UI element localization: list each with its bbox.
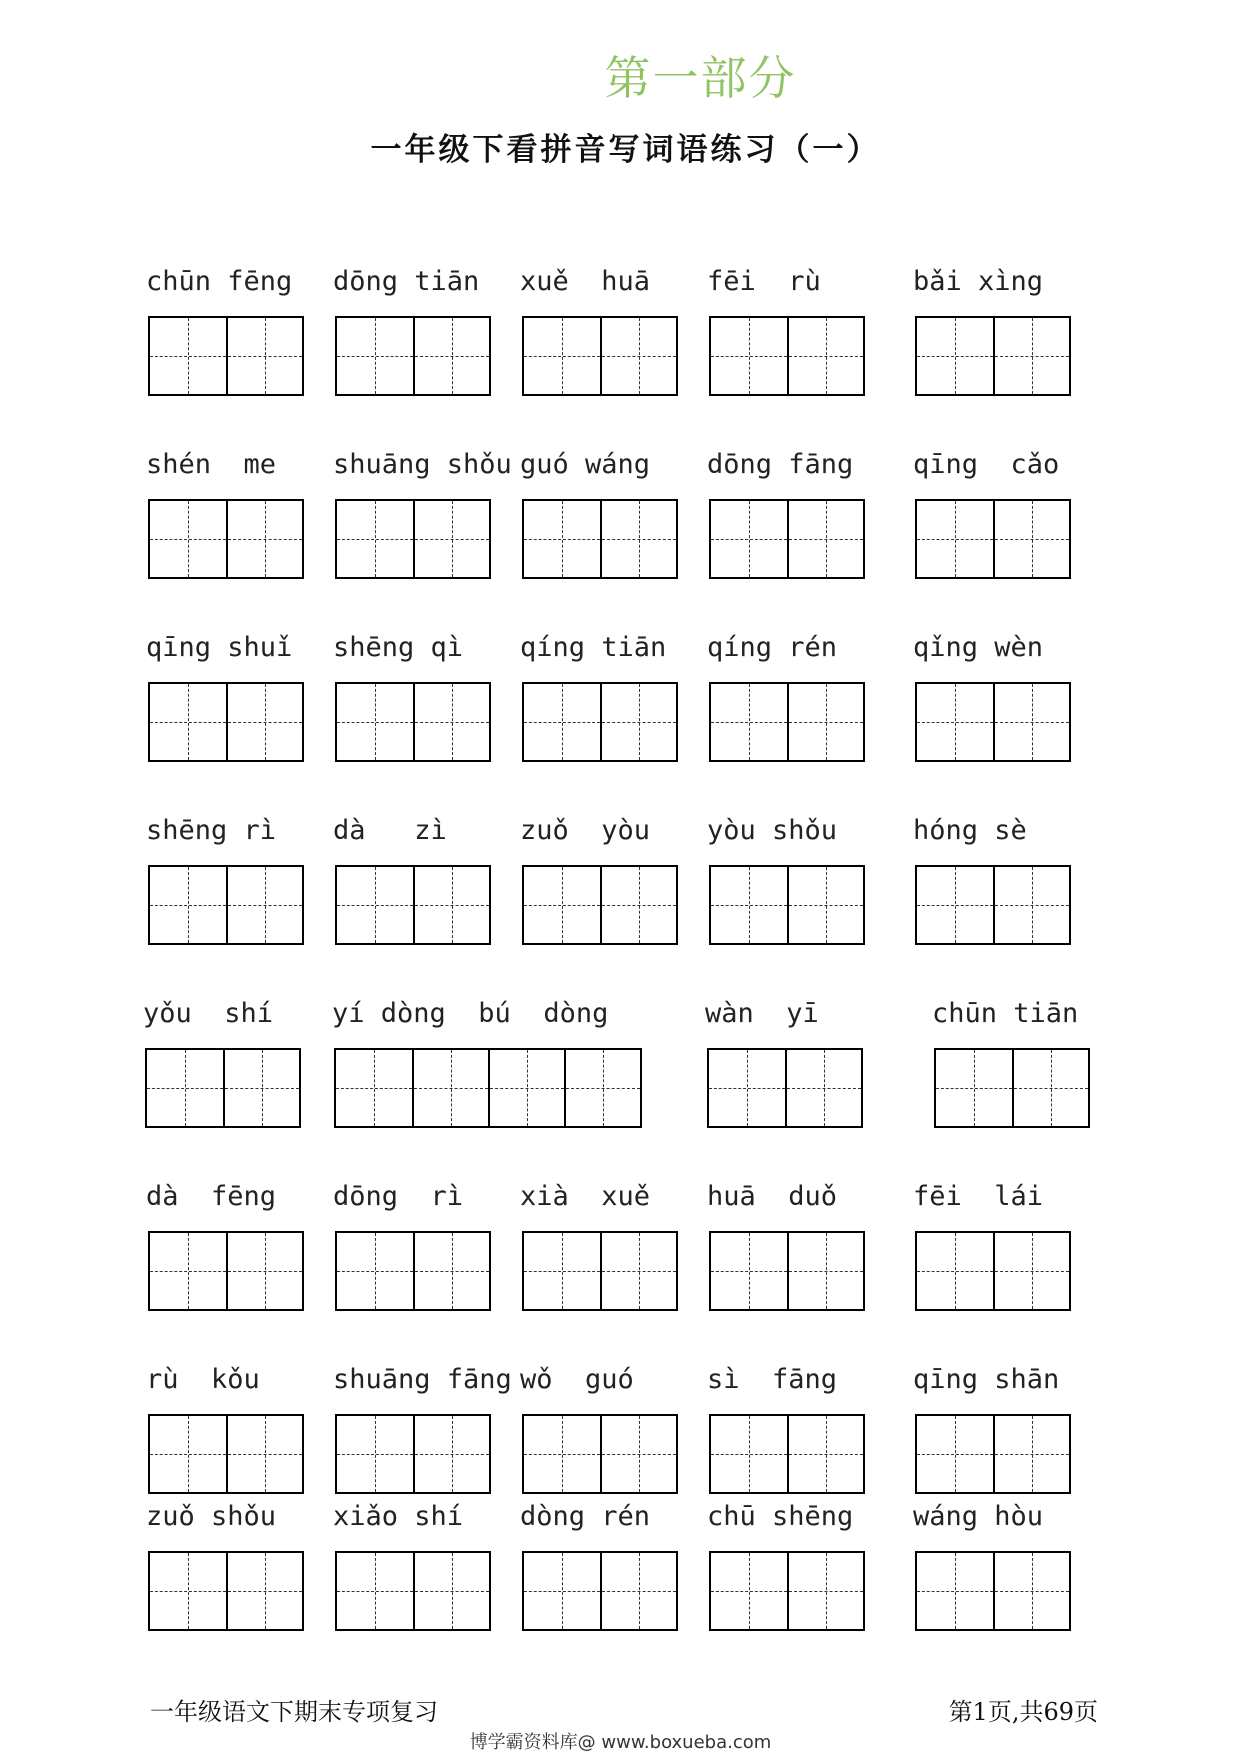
writing-grid[interactable]: [148, 1414, 304, 1494]
tianzige-cell[interactable]: [993, 318, 1069, 394]
pinyin-label: yí dòng bú dòng: [332, 998, 609, 1029]
tianzige-cell[interactable]: [226, 1416, 302, 1492]
writing-grid[interactable]: [709, 1414, 865, 1494]
pinyin-label: xiǎo shí: [333, 1501, 464, 1532]
pinyin-label: dòng rén: [520, 1501, 651, 1532]
tianzige-cell[interactable]: [147, 1050, 223, 1126]
tianzige-cell[interactable]: [413, 318, 489, 394]
pinyin-label: dōng fāng: [707, 449, 854, 480]
pinyin-label: shuāng fāng: [333, 1364, 512, 1395]
writing-grid[interactable]: [148, 316, 304, 396]
pinyin-label: xià xuě: [520, 1181, 651, 1212]
footer-page-number: 第1页,共69页: [948, 1698, 1098, 1726]
tianzige-cell[interactable]: [787, 1233, 863, 1309]
tianzige-cell[interactable]: [413, 1233, 489, 1309]
tianzige-cell[interactable]: [524, 318, 600, 394]
writing-grid[interactable]: [915, 682, 1071, 762]
pinyin-label: bǎi xìng: [913, 266, 1044, 297]
pinyin-label: wáng hòu: [913, 1501, 1044, 1532]
tianzige-cell[interactable]: [488, 1050, 564, 1126]
tianzige-cell[interactable]: [412, 1050, 488, 1126]
pinyin-label: dà fēng: [146, 1181, 277, 1212]
writing-grid[interactable]: [915, 865, 1071, 945]
tianzige-cell[interactable]: [993, 1416, 1069, 1492]
pinyin-label: sì fāng: [707, 1364, 838, 1395]
tianzige-cell[interactable]: [711, 867, 787, 943]
tianzige-cell[interactable]: [150, 1416, 226, 1492]
tianzige-cell[interactable]: [337, 1416, 413, 1492]
tianzige-cell[interactable]: [993, 867, 1069, 943]
pinyin-label: qīng shuǐ: [146, 632, 293, 663]
tianzige-cell[interactable]: [711, 1553, 787, 1629]
tianzige-cell[interactable]: [600, 1416, 676, 1492]
tianzige-cell[interactable]: [226, 1233, 302, 1309]
writing-grid[interactable]: [522, 1551, 678, 1631]
tianzige-cell[interactable]: [337, 1233, 413, 1309]
pinyin-label: qǐng wèn: [913, 632, 1044, 663]
tianzige-cell[interactable]: [993, 684, 1069, 760]
tianzige-cell[interactable]: [337, 318, 413, 394]
writing-grid[interactable]: [709, 499, 865, 579]
tianzige-cell[interactable]: [917, 684, 993, 760]
writing-grid[interactable]: [522, 1414, 678, 1494]
pinyin-label: dōng tiān: [333, 266, 480, 297]
tianzige-cell[interactable]: [1012, 1050, 1088, 1126]
tianzige-cell[interactable]: [787, 867, 863, 943]
tianzige-cell[interactable]: [709, 1050, 785, 1126]
tianzige-cell[interactable]: [336, 1050, 412, 1126]
tianzige-cell[interactable]: [524, 1416, 600, 1492]
pinyin-label: qíng tiān: [520, 632, 667, 663]
writing-grid[interactable]: [335, 682, 491, 762]
writing-grid[interactable]: [148, 682, 304, 762]
tianzige-cell[interactable]: [711, 501, 787, 577]
tianzige-cell[interactable]: [223, 1050, 299, 1126]
writing-grid[interactable]: [709, 316, 865, 396]
tianzige-cell[interactable]: [150, 501, 226, 577]
pinyin-label: chūn tiān: [932, 998, 1079, 1029]
tianzige-cell[interactable]: [787, 1553, 863, 1629]
pinyin-label: wǒ guó: [520, 1364, 634, 1395]
writing-grid[interactable]: [335, 1231, 491, 1311]
tianzige-cell[interactable]: [993, 1233, 1069, 1309]
pinyin-label: qīng shān: [913, 1364, 1060, 1395]
writing-grid[interactable]: [915, 316, 1071, 396]
tianzige-cell[interactable]: [524, 1553, 600, 1629]
tianzige-cell[interactable]: [150, 684, 226, 760]
writing-grid[interactable]: [335, 316, 491, 396]
writing-grid[interactable]: [709, 865, 865, 945]
tianzige-cell[interactable]: [413, 684, 489, 760]
footer-watermark: 博学霸资料库@ www.boxueba.com: [469, 1732, 772, 1753]
tianzige-cell[interactable]: [564, 1050, 640, 1126]
pinyin-label: wàn yī: [705, 998, 819, 1029]
tianzige-cell[interactable]: [524, 867, 600, 943]
pinyin-label: huā duǒ: [707, 1181, 838, 1212]
tianzige-cell[interactable]: [413, 1553, 489, 1629]
pinyin-label: yǒu shí: [143, 998, 274, 1029]
pinyin-label: dōng rì: [333, 1181, 464, 1212]
tianzige-cell[interactable]: [150, 867, 226, 943]
writing-grid[interactable]: [915, 1551, 1071, 1631]
writing-grid[interactable]: [915, 1231, 1071, 1311]
tianzige-cell[interactable]: [150, 1553, 226, 1629]
tianzige-cell[interactable]: [337, 684, 413, 760]
tianzige-cell[interactable]: [787, 501, 863, 577]
tianzige-cell[interactable]: [711, 684, 787, 760]
writing-grid[interactable]: [335, 865, 491, 945]
tianzige-cell[interactable]: [413, 1416, 489, 1492]
tianzige-cell[interactable]: [337, 501, 413, 577]
tianzige-cell[interactable]: [226, 867, 302, 943]
tianzige-cell[interactable]: [600, 318, 676, 394]
pinyin-label: fēi lái: [913, 1181, 1044, 1212]
pinyin-label: shēng qì: [333, 632, 464, 663]
tianzige-cell[interactable]: [524, 501, 600, 577]
tianzige-cell[interactable]: [787, 1416, 863, 1492]
pinyin-label: shén me: [146, 449, 277, 480]
pinyin-label: chūn fēng: [146, 266, 293, 297]
tianzige-cell[interactable]: [600, 867, 676, 943]
writing-grid[interactable]: [709, 1551, 865, 1631]
tianzige-cell[interactable]: [917, 501, 993, 577]
tianzige-cell[interactable]: [787, 684, 863, 760]
footer-course-label: 一年级语文下期末专项复习: [150, 1698, 438, 1726]
tianzige-cell[interactable]: [524, 684, 600, 760]
pinyin-label: fēi rù: [707, 266, 821, 297]
writing-grid[interactable]: [709, 1231, 865, 1311]
tianzige-cell[interactable]: [226, 684, 302, 760]
tianzige-cell[interactable]: [711, 1233, 787, 1309]
tianzige-cell[interactable]: [413, 501, 489, 577]
pinyin-label: zuǒ yòu: [520, 815, 651, 846]
tianzige-cell[interactable]: [226, 318, 302, 394]
tianzige-cell[interactable]: [993, 1553, 1069, 1629]
tianzige-cell[interactable]: [917, 1416, 993, 1492]
pinyin-label: xuě huā: [520, 266, 651, 297]
writing-grid[interactable]: [148, 499, 304, 579]
pinyin-label: chū shēng: [707, 1501, 854, 1532]
writing-grid[interactable]: [915, 499, 1071, 579]
tianzige-cell[interactable]: [600, 684, 676, 760]
writing-grid[interactable]: [335, 499, 491, 579]
writing-grid[interactable]: [334, 1048, 642, 1128]
writing-grid[interactable]: [148, 1231, 304, 1311]
tianzige-cell[interactable]: [524, 1233, 600, 1309]
pinyin-label: qíng rén: [707, 632, 838, 663]
writing-grid[interactable]: [707, 1048, 863, 1128]
pinyin-label: dà zì: [333, 815, 447, 846]
writing-grid[interactable]: [522, 1231, 678, 1311]
pinyin-label: shēng rì: [146, 815, 277, 846]
tianzige-cell[interactable]: [337, 1553, 413, 1629]
tianzige-cell[interactable]: [413, 867, 489, 943]
tianzige-cell[interactable]: [226, 501, 302, 577]
tianzige-cell[interactable]: [711, 318, 787, 394]
pinyin-label: qīng cǎo: [913, 449, 1060, 480]
writing-grid[interactable]: [915, 1414, 1071, 1494]
writing-grid[interactable]: [709, 682, 865, 762]
tianzige-cell[interactable]: [337, 867, 413, 943]
writing-grid[interactable]: [522, 316, 678, 396]
pinyin-label: rù kǒu: [146, 1364, 260, 1395]
writing-grid[interactable]: [522, 499, 678, 579]
writing-grid[interactable]: [148, 1551, 304, 1631]
tianzige-cell[interactable]: [226, 1553, 302, 1629]
writing-grid[interactable]: [934, 1048, 1090, 1128]
writing-grid[interactable]: [335, 1551, 491, 1631]
tianzige-cell[interactable]: [150, 1233, 226, 1309]
tianzige-cell[interactable]: [917, 1233, 993, 1309]
tianzige-cell[interactable]: [600, 501, 676, 577]
pinyin-label: yòu shǒu: [707, 815, 838, 846]
tianzige-cell[interactable]: [917, 1553, 993, 1629]
tianzige-cell[interactable]: [600, 1553, 676, 1629]
writing-grid[interactable]: [522, 682, 678, 762]
writing-grid[interactable]: [148, 865, 304, 945]
tianzige-cell[interactable]: [711, 1416, 787, 1492]
tianzige-cell[interactable]: [917, 318, 993, 394]
page-title: 一年级下看拼音写词语练习（一）: [370, 132, 881, 168]
pinyin-label: hóng sè: [913, 815, 1027, 846]
tianzige-cell[interactable]: [917, 867, 993, 943]
pinyin-label: shuāng shǒu: [333, 449, 512, 480]
writing-grid[interactable]: [145, 1048, 301, 1128]
tianzige-cell[interactable]: [993, 501, 1069, 577]
tianzige-cell[interactable]: [600, 1233, 676, 1309]
pinyin-label: zuǒ shǒu: [146, 1501, 277, 1532]
pinyin-label: guó wáng: [520, 449, 651, 480]
tianzige-cell[interactable]: [785, 1050, 861, 1126]
tianzige-cell[interactable]: [936, 1050, 1012, 1126]
tianzige-cell[interactable]: [150, 318, 226, 394]
tianzige-cell[interactable]: [787, 318, 863, 394]
writing-grid[interactable]: [522, 865, 678, 945]
writing-grid[interactable]: [335, 1414, 491, 1494]
section-title: 第一部分: [604, 51, 797, 105]
